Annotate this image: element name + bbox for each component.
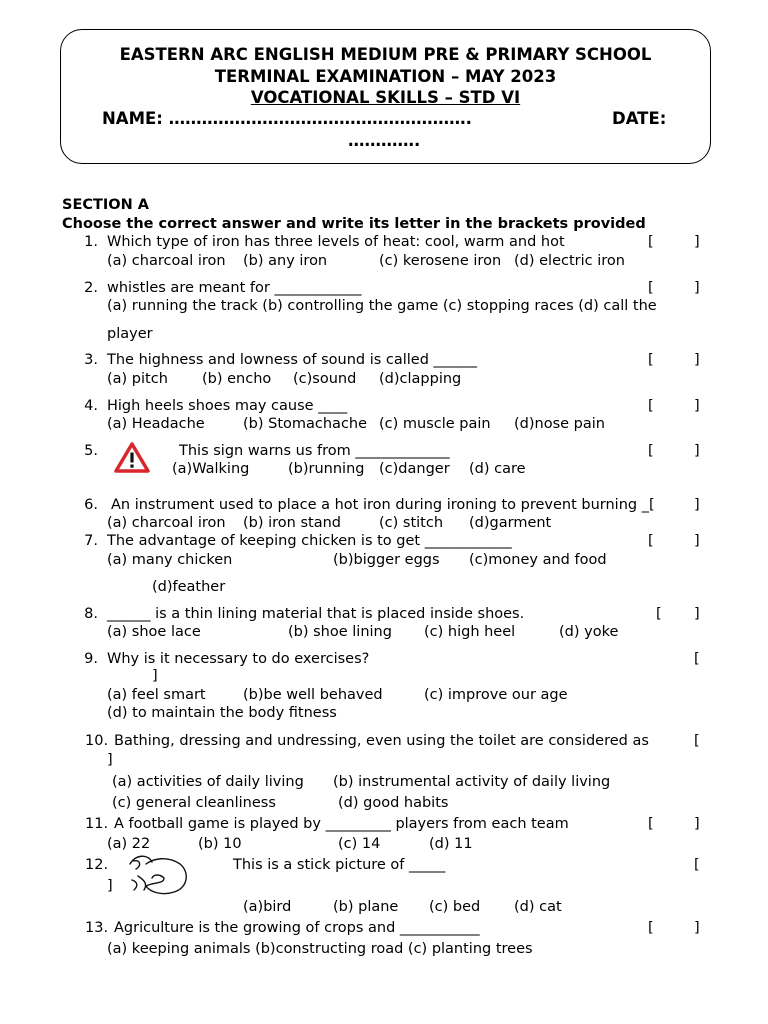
option-d: (d)feather [152,579,226,595]
question-text: Bathing, dressing and undressing, even using the toilet are considered as [114,733,649,749]
option-c: (c) general cleanliness [112,795,276,811]
answer-bracket-open: [ [648,533,654,549]
option-c: (c)danger [379,461,450,477]
option-d: (d) cat [514,899,562,915]
question-number: 6. [84,497,98,513]
option-b: (b)bigger eggs [333,552,440,568]
header-box [60,29,711,164]
question-text: An instrument used to place a hot iron during ironing to prevent burning _[ [111,497,655,513]
question-number: 13. [85,920,109,936]
subject-title: VOCATIONAL SKILLS – STD VI [250,88,521,107]
question-number: 7. [84,533,98,549]
answer-bracket-open: [ [648,816,654,832]
options-continuation: player [107,326,153,342]
answer-bracket-close: ] [152,668,158,684]
option-b: (b)running [288,461,365,477]
answer-bracket-close: ] [694,497,700,513]
option-b: (b) plane [333,899,399,915]
answer-bracket-open: [ [648,920,654,936]
option-c: (c) 14 [338,836,381,852]
option-b: (b) shoe lining [288,624,392,640]
options-line: (a) running the track (b) controlling the game (c) stopping races (d) call the [107,298,657,314]
answer-bracket-open: [ [694,651,700,667]
question-text: whistles are meant for ____________ [107,280,362,296]
question-number: 9. [84,651,98,667]
section-title: SECTION A [62,197,150,213]
option-d: (d)nose pain [514,416,605,432]
option-a: (a) charcoal iron [107,253,226,269]
question-text: The advantage of keeping chicken is to get ____________ [107,533,512,549]
date-label: DATE: [612,109,667,128]
option-d: (d)garment [469,515,552,531]
option-a: (a) shoe lace [107,624,201,640]
question-text: This sign warns us from _____________ [179,443,450,459]
section-instruction: Choose the correct answer and write its letter in the brackets provided [62,216,646,232]
answer-bracket-open: [ [694,733,700,749]
answer-bracket-open: [ [648,352,654,368]
option-d: (d) care [469,461,526,477]
question-number: 10. [85,733,109,749]
option-c: (c)money and food [469,552,607,568]
option-c: (c) bed [429,899,481,915]
option-a: (a)bird [243,899,292,915]
question-number: 5. [84,443,98,459]
answer-bracket-open: [ [648,234,654,250]
option-c: (c) kerosene iron [379,253,502,269]
question-text: Why is it necessary to do exercises? [107,651,370,667]
answer-bracket-open: [ [648,398,654,414]
answer-bracket-open: [ [648,280,654,296]
option-b: (b) Stomachache [243,416,368,432]
question-text: High heels shoes may cause ____ [107,398,348,414]
question-text: ______ is a thin lining material that is placed inside shoes. [107,606,525,622]
option-c: (c) high heel [424,624,516,640]
school-name: EASTERN ARC ENGLISH MEDIUM PRE & PRIMARY SCHOOL [119,45,652,64]
answer-bracket-close: ] [694,398,700,414]
answer-bracket-close: ] [694,352,700,368]
question-number: 12. [85,857,109,873]
stick-picture-cat-icon [124,852,192,897]
option-d: (d) to maintain the body fitness [107,705,337,721]
option-b: (b) encho [202,371,272,387]
question-text: Agriculture is the growing of crops and ___________ [114,920,480,936]
option-b: (b) instrumental activity of daily living [333,774,611,790]
question-number: 2. [84,280,98,296]
answer-bracket-close: ] [107,752,113,768]
answer-bracket-close: ] [694,443,700,459]
question-text: A football game is played by _________ players from each team [114,816,569,832]
option-b: (b) any iron [243,253,328,269]
option-d: (d) good habits [338,795,449,811]
question-number: 8. [84,606,98,622]
warning-sign-icon [113,441,151,474]
answer-bracket-close: ] [694,816,700,832]
answer-bracket-open: [ [656,606,662,622]
answer-bracket-close: ] [694,920,700,936]
option-a: (a) many chicken [107,552,233,568]
option-a: (a) pitch [107,371,168,387]
option-c: (c)sound [293,371,357,387]
answer-bracket-close: ] [694,280,700,296]
option-b: (b) iron stand [243,515,341,531]
option-a: (a)Walking [172,461,250,477]
answer-bracket-close: ] [107,878,113,894]
answer-bracket-open: [ [694,857,700,873]
name-field: NAME: ………………………………………………. [102,109,472,128]
options-line: (a) keeping animals (b)constructing road (c) planting trees [107,941,533,957]
question-text: Which type of iron has three levels of heat: cool, warm and hot [107,234,565,250]
date-dots: …………. [348,131,421,150]
answer-bracket-open: [ [648,443,654,459]
question-number: 1. [84,234,98,250]
option-d: (d) yoke [559,624,619,640]
option-c: (c) stitch [379,515,444,531]
answer-bracket-close: ] [694,606,700,622]
option-a: (a) feel smart [107,687,206,703]
option-b: (b)be well behaved [243,687,383,703]
option-a: (a) 22 [107,836,151,852]
answer-bracket-close: ] [694,234,700,250]
question-number: 11. [85,816,109,832]
question-number: 3. [84,352,98,368]
option-c: (c) muscle pain [379,416,491,432]
answer-bracket-close: ] [694,533,700,549]
option-d: (d) electric iron [514,253,625,269]
question-text: The highness and lowness of sound is called ______ [107,352,478,368]
option-d: (d) 11 [429,836,473,852]
question-text: This is a stick picture of _____ [233,857,446,873]
option-d: (d)clapping [379,371,462,387]
option-a: (a) activities of daily living [112,774,304,790]
question-number: 4. [84,398,98,414]
option-c: (c) improve our age [424,687,568,703]
exam-title: TERMINAL EXAMINATION – MAY 2023 [214,67,557,86]
option-a: (a) charcoal iron [107,515,226,531]
option-a: (a) Headache [107,416,205,432]
option-b: (b) 10 [198,836,242,852]
